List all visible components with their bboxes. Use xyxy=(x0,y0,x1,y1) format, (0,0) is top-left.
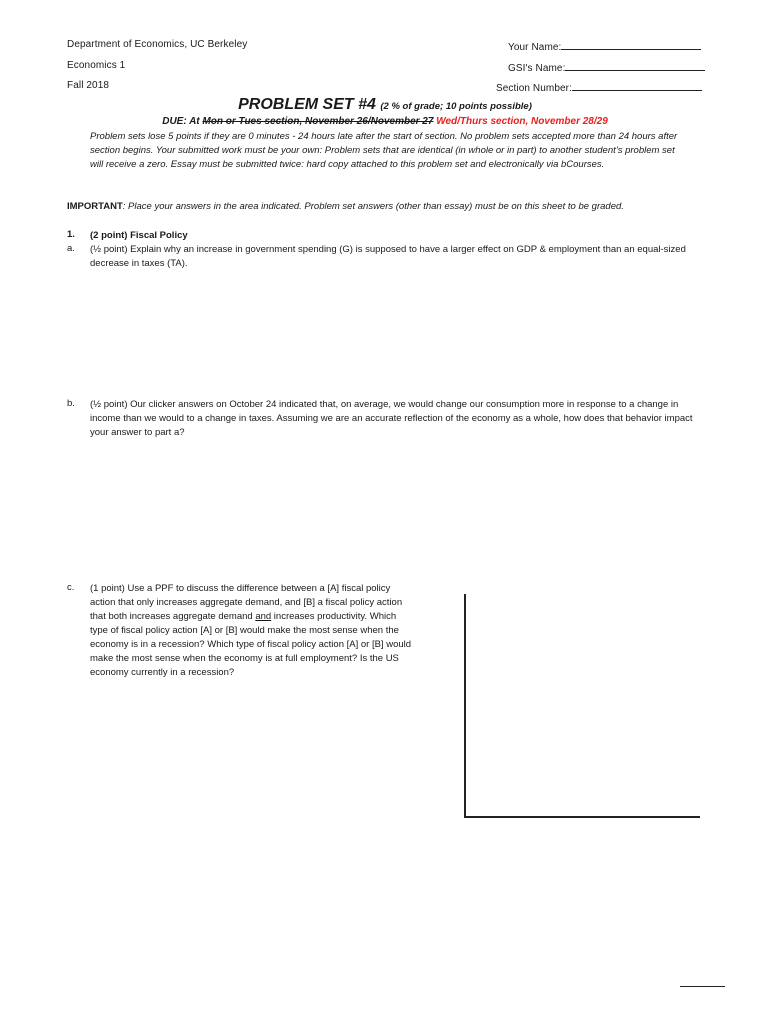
q1b-label: b. xyxy=(67,398,75,409)
your-name-row xyxy=(508,39,701,53)
your-name-field[interactable] xyxy=(561,39,701,50)
course-label: Economics 1 xyxy=(67,60,126,71)
q1b-answer-area[interactable] xyxy=(90,450,700,570)
q1c-and: and xyxy=(255,611,272,622)
section-number-field[interactable] xyxy=(572,80,702,91)
gsi-name-field[interactable] xyxy=(565,60,705,71)
term-label: Fall 2018 xyxy=(67,80,110,91)
department-label: Department of Economics, UC Berkeley xyxy=(67,39,248,50)
ppf-x-axis xyxy=(464,816,700,818)
section-number-row xyxy=(496,80,702,94)
q1c-text xyxy=(90,582,412,680)
q1a-text: (½ point) Explain why an increase in government spending (G) is supposed to have a larger effect on GDP & employment than an equal-sized decrease in taxes (TA). xyxy=(90,244,686,269)
title-sub: (2 % of grade; 10 points possible) xyxy=(380,101,532,112)
section-number-label: Section Number: xyxy=(496,83,572,94)
important-label: IMPORTANT xyxy=(67,201,123,212)
q1a-answer-area[interactable] xyxy=(90,280,700,390)
ppf-graph-area[interactable] xyxy=(464,594,700,818)
ppf-y-axis xyxy=(464,594,466,818)
q1c-text-part2: increases productivity. Which type of fiscal policy action [A] or [B] would make the most sense when the economy is in a recession? Which type of fiscal policy action [A] or [B] would make the most sense when the economy is at full employment? Is the US economy currently in a recession? xyxy=(90,611,412,678)
important-text: : Place your answers in the area indicated. Problem set answers (other than essay) must be on this sheet to be graded. xyxy=(122,201,624,212)
due-struck: Mon or Tues section, November 26/November 27 xyxy=(202,116,434,127)
due-prefix: DUE: At xyxy=(162,116,200,127)
gsi-name-label: GSI's Name: xyxy=(508,63,566,74)
q1a-label: a. xyxy=(67,243,75,254)
initials-line[interactable] xyxy=(680,986,725,987)
q1c-text-part1: (1 point) Use a PPF to discuss the difference between a [A] fiscal policy action that only increases aggregate demand, and [B] a fiscal policy action that both increases aggregate demand xyxy=(90,583,403,622)
due-new: Wed/Thurs section, November 28/29 xyxy=(436,116,608,127)
important-line xyxy=(67,200,707,214)
q1-title: (2 point) Fiscal Policy xyxy=(90,230,188,241)
q1c-label: c. xyxy=(67,582,75,593)
gsi-name-row xyxy=(508,60,705,74)
your-name-label: Your Name: xyxy=(508,42,562,53)
page-title xyxy=(0,96,770,114)
policy-paragraph: Problem sets lose 5 points if they are 0 minutes - 24 hours late after the start of section. No problem sets accepted more than 24 hours after section begins. Your submitted work must be your own: Problem sets that are identical (in whole or in part) to another student’s problem set will receive a zero. Essay must be submitted twice: hard copy attached to this problem set and electronically via bCourses. xyxy=(90,131,678,170)
due-line xyxy=(0,116,770,127)
q1b-text: (½ point) Our clicker answers on October 24 indicated that, on average, we would change our consumption more in response to a change in income than we would to a change in taxes. Assuming we are an accurate reflection of the economy as a whole, how does that behavior impact your answer to part a? xyxy=(90,399,693,438)
q1-number: 1. xyxy=(67,229,75,240)
title-main: PROBLEM SET #4 xyxy=(238,96,376,113)
